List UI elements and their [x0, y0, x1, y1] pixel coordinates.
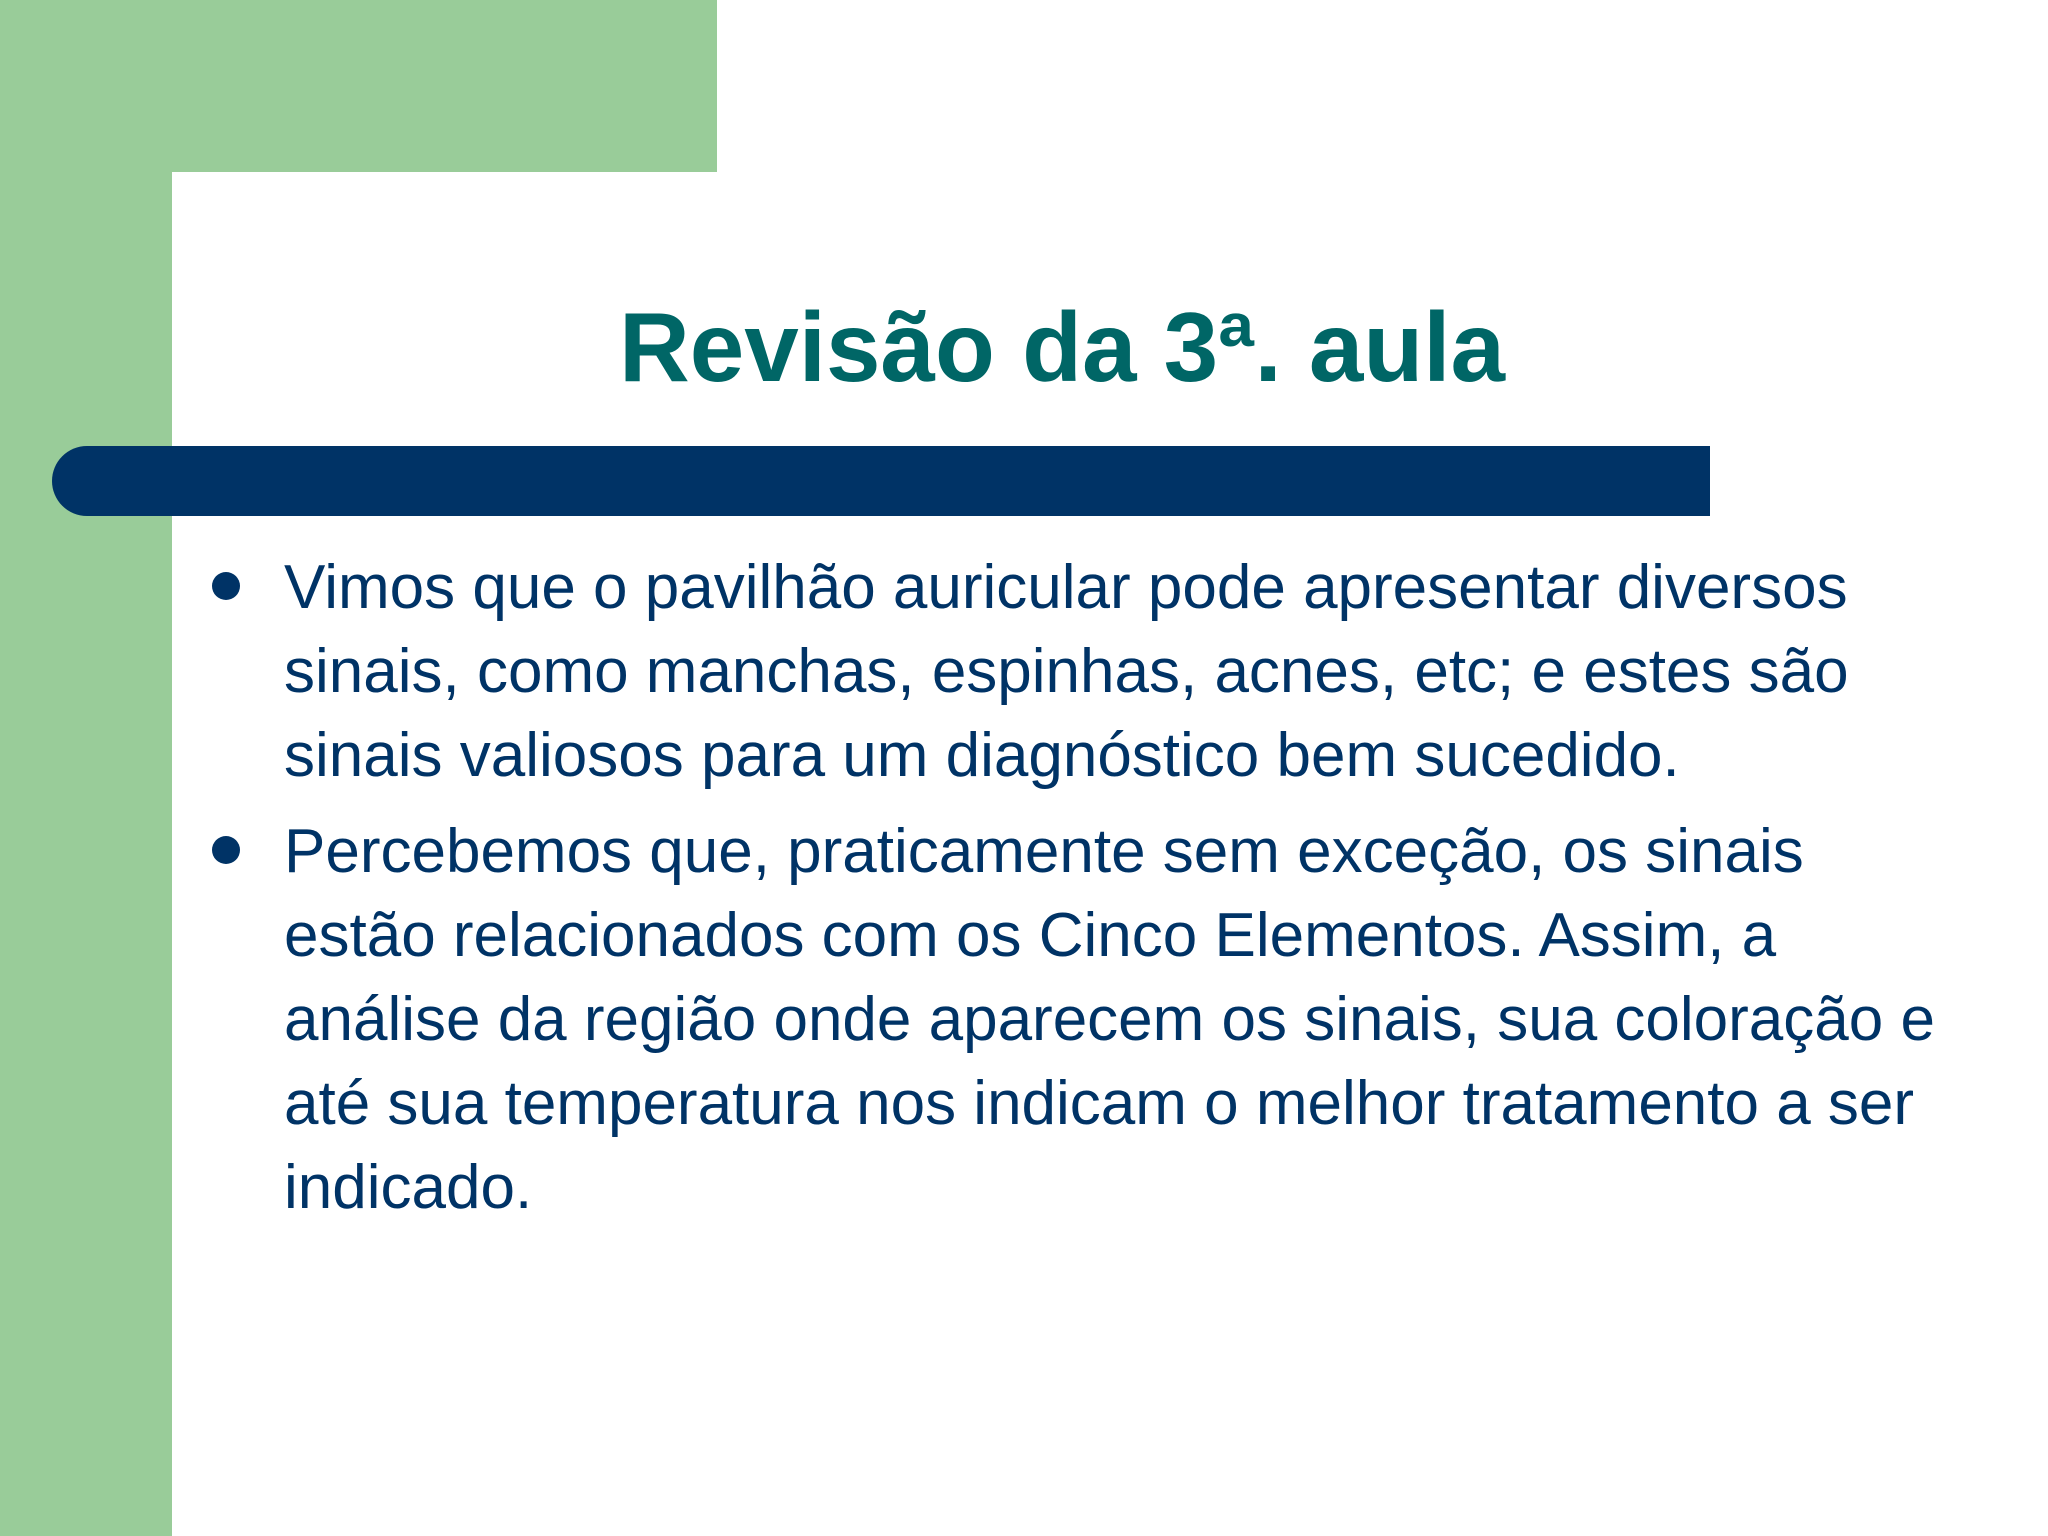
green-top-band	[0, 0, 717, 172]
bullet-list	[208, 546, 1948, 1242]
bullet-dot-icon	[208, 810, 284, 894]
bullet-item	[208, 546, 1948, 798]
green-side-band	[0, 0, 172, 1536]
slide-title: Revisão da 3ª. aula	[618, 292, 1506, 402]
bullet-dot-icon	[208, 546, 284, 630]
bullet-text: Vimos que o pavilhão auricular pode apresentar diversos sinais, como manchas, espinhas, acnes, etc; e estes são sinais valiosos para um diagnóstico bem sucedido.	[284, 553, 1849, 790]
bullet-item	[208, 810, 1948, 1230]
title-divider-bar	[52, 446, 1710, 516]
bullet-text: Percebemos que, praticamente sem exceção, os sinais estão relacionados com os Cinco Elementos. Assim, a análise da região onde aparecem os sinais, sua coloração e até sua temperatura nos indicam o melhor tratamento a ser indicado.	[284, 817, 1935, 1222]
